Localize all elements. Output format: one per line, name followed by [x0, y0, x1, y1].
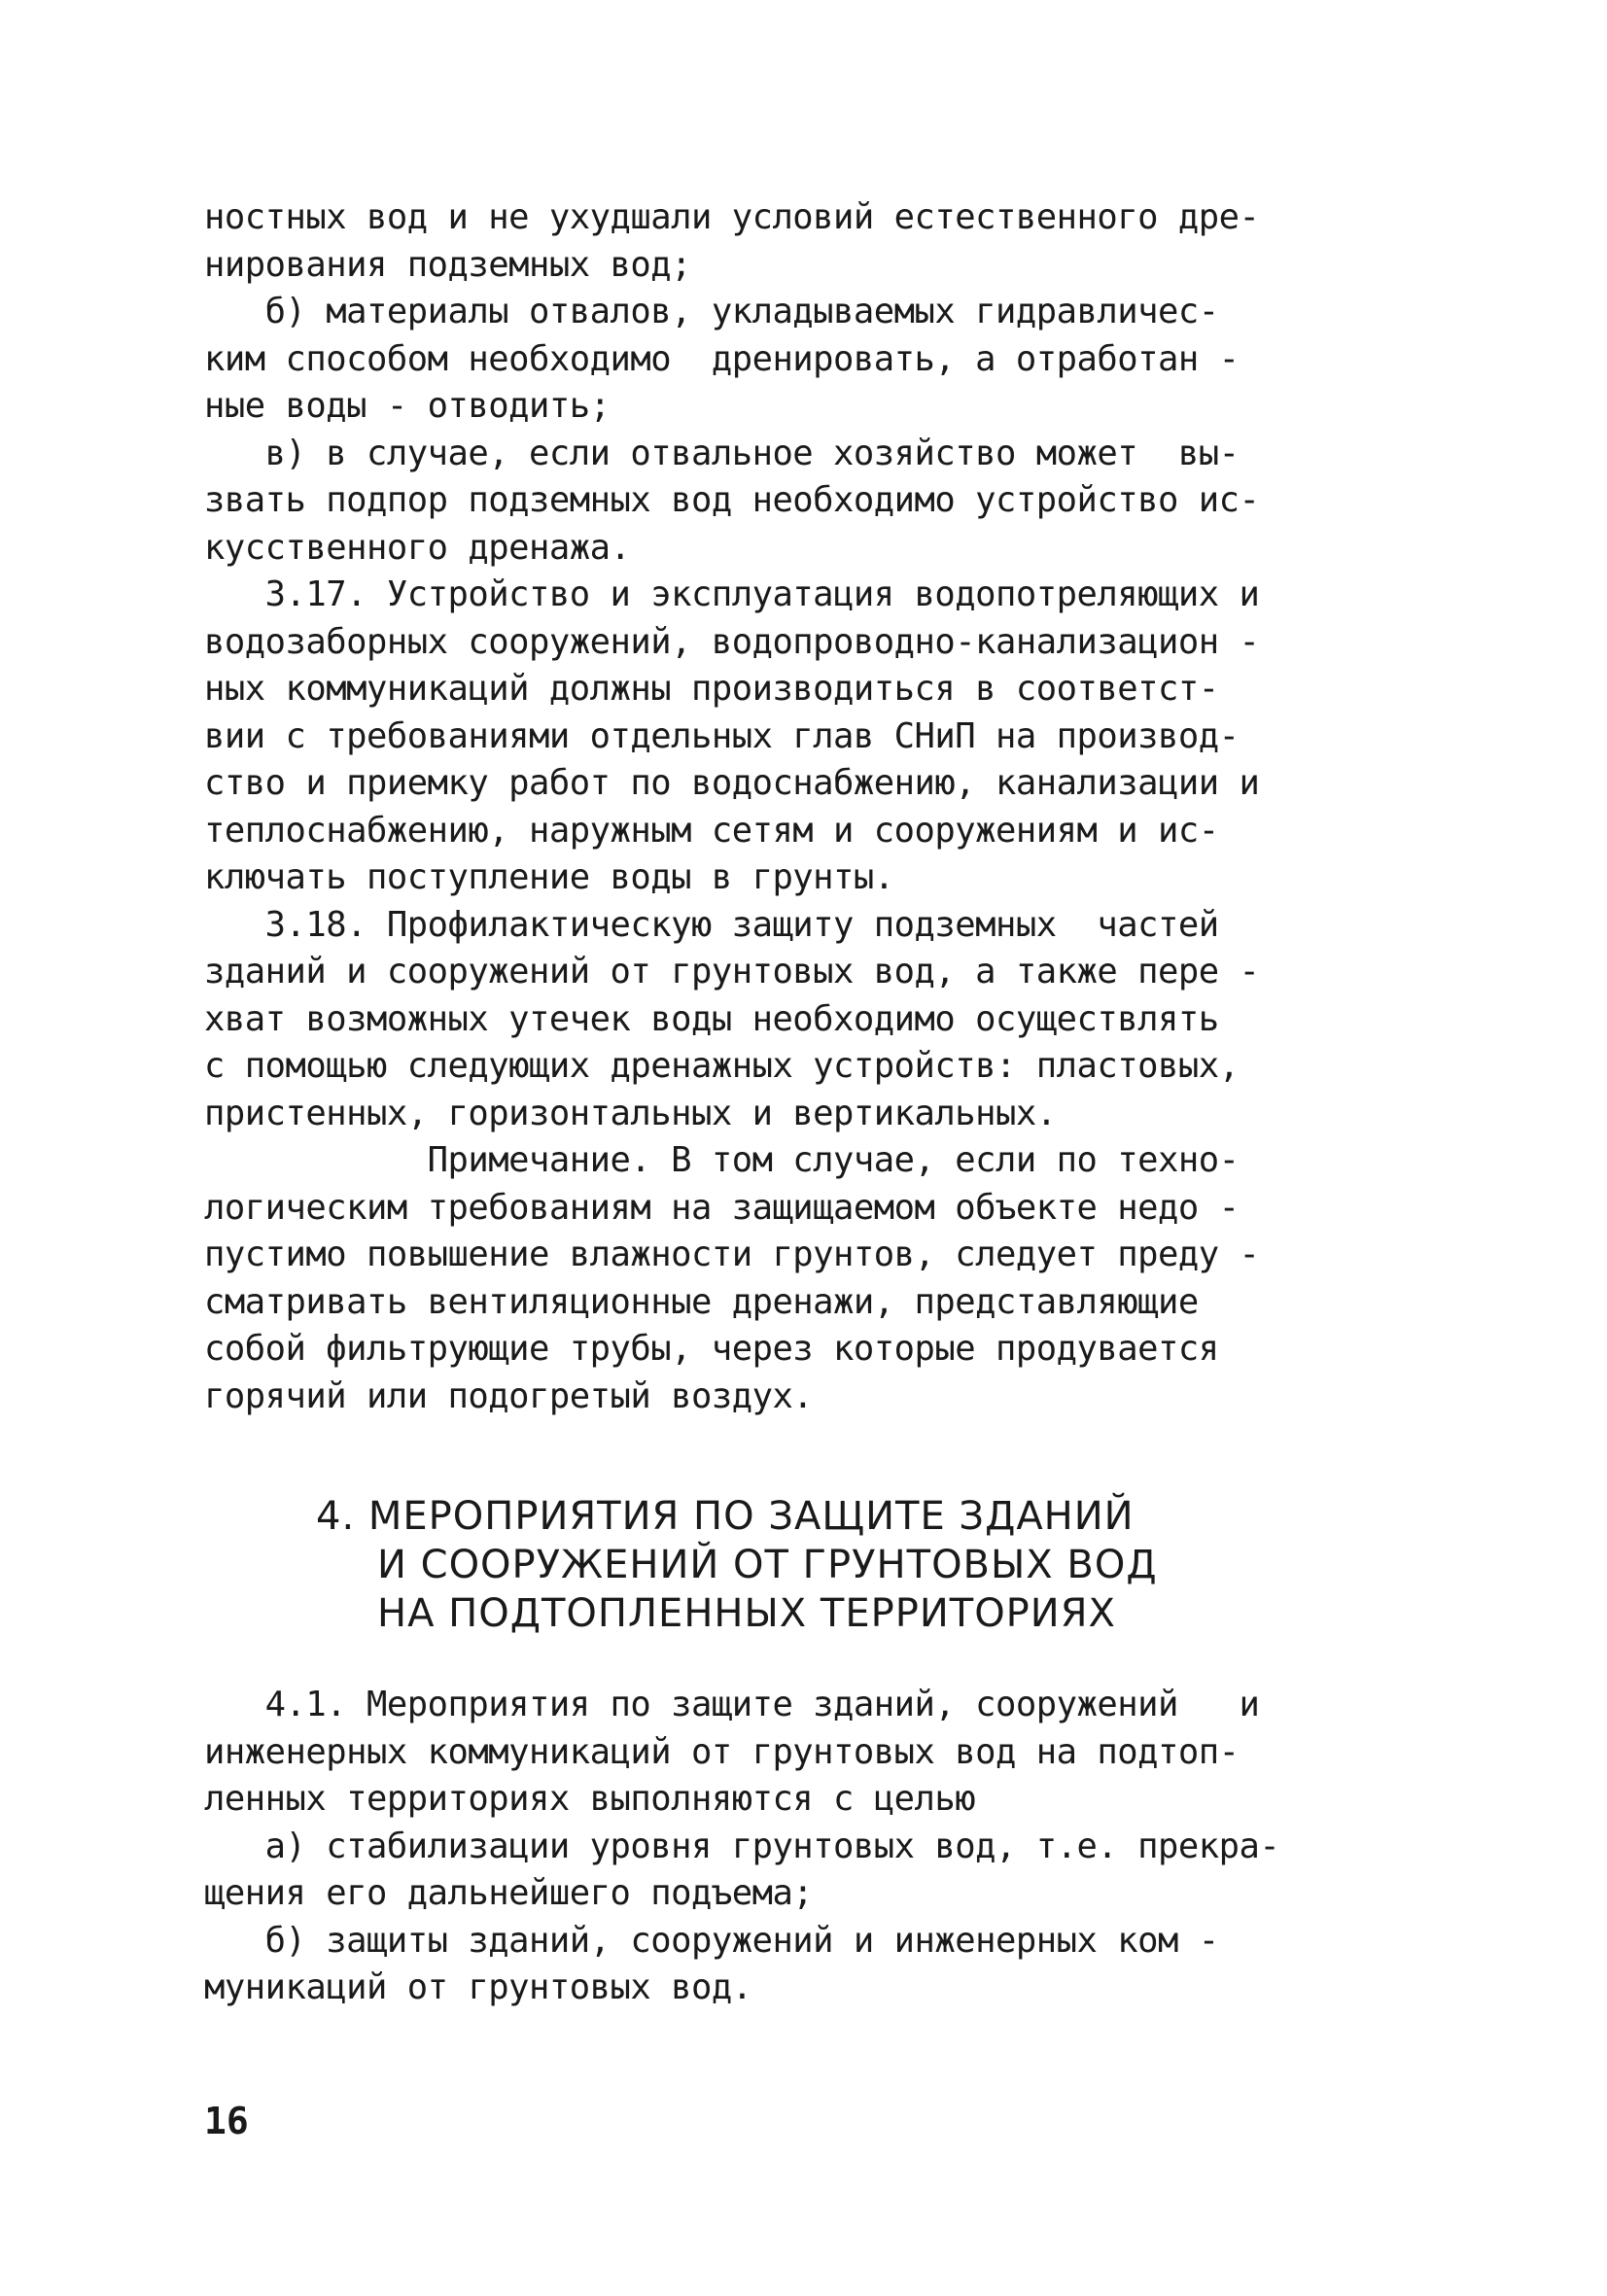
text-line: водозаборных сооружений, водопроводно-канализацион - [204, 621, 1260, 662]
text-line: 4.1. Мероприятия по защите зданий, сооружений и [204, 1685, 1260, 1724]
text-line: ные воды - отводить; [204, 386, 611, 426]
heading-line: 4. МЕРОПРИЯТИЯ ПО ЗАЩИТЕ ЗДАНИЙ [316, 1494, 1135, 1539]
section-4-heading [204, 1492, 1410, 1638]
text-line: муникаций от грунтовых вод. [204, 1967, 752, 2007]
text-line: пустимо повышение влажности грунтов, следует преду - [204, 1235, 1260, 1274]
text-line: Примечание. В том случае, если по техно- [204, 1140, 1240, 1180]
text-line: собой фильтрующие трубы, через которые продувается [204, 1329, 1219, 1369]
text-line: 3.18. Профилактическую защиту подземных частей [204, 904, 1219, 945]
section-4-text [204, 1682, 1410, 2012]
text-line: с помощью следующих дренажных устройств: пластовых, [204, 1046, 1240, 1086]
text-line: б) защиты зданий, сооружений и инженерных ком - [204, 1920, 1219, 1961]
text-line: теплоснабжению, наружным сетям и сооружениям и ис- [204, 810, 1219, 851]
text-line: ство и приемку работ по водоснабжению, канализации и [204, 763, 1260, 803]
text-line: а) стабилизации уровня грунтовых вод, т.е. прекра- [204, 1826, 1280, 1866]
page-number: 16 [204, 2100, 249, 2142]
text-line: ленных территориях выполняются с целью [204, 1779, 976, 1819]
text-line: инженерных коммуникаций от грунтовых вод на подтоп- [204, 1731, 1240, 1772]
text-line: ким способом необходимо дренировать, а отработан - [204, 338, 1240, 379]
section-3-text [204, 194, 1410, 1420]
text-line: ных коммуникаций должны производиться в соответст- [204, 669, 1219, 709]
text-line: кусственного дренажа. [204, 527, 631, 568]
text-line: ключать поступление воды в грунты. [204, 857, 894, 897]
heading-line: НА ПОДТОПЛЕННЫХ ТЕРРИТОРИЯХ [377, 1591, 1116, 1636]
text-line: нирования подземных вод; [204, 244, 691, 285]
heading-line: И СООРУЖЕНИЙ ОТ ГРУНТОВЫХ ВОД [377, 1543, 1158, 1587]
text-line: вии с требованиями отдельных глав СНиП на производ- [204, 715, 1240, 756]
text-line: пристенных, горизонтальных и вертикальных. [204, 1093, 1057, 1133]
text-line: горячий или подогретый воздух. [204, 1375, 814, 1416]
text-line: щения его дальнейшего подъема; [204, 1873, 814, 1913]
text-line: звать подпор подземных вод необходимо устройство ис- [204, 480, 1260, 520]
text-line: хват возможных утечек воды необходимо осуществлять [204, 998, 1219, 1039]
text-line: ностных вод и не ухудшали условий естественного дре- [204, 197, 1260, 237]
text-line: 3.17. Устройство и эксплуатация водопотреляющих и [204, 574, 1260, 614]
text-line: в) в случае, если отвальное хозяйство может вы- [204, 433, 1240, 473]
text-line: зданий и сооружений от грунтовых вод, а также пере - [204, 952, 1260, 991]
text-line: б) материалы отвалов, укладываемых гидравличес- [204, 292, 1219, 331]
text-line: сматривать вентиляционные дренажи, представляющие [204, 1281, 1199, 1322]
text-line: логическим требованиям на защищаемом объекте недо - [204, 1187, 1240, 1228]
